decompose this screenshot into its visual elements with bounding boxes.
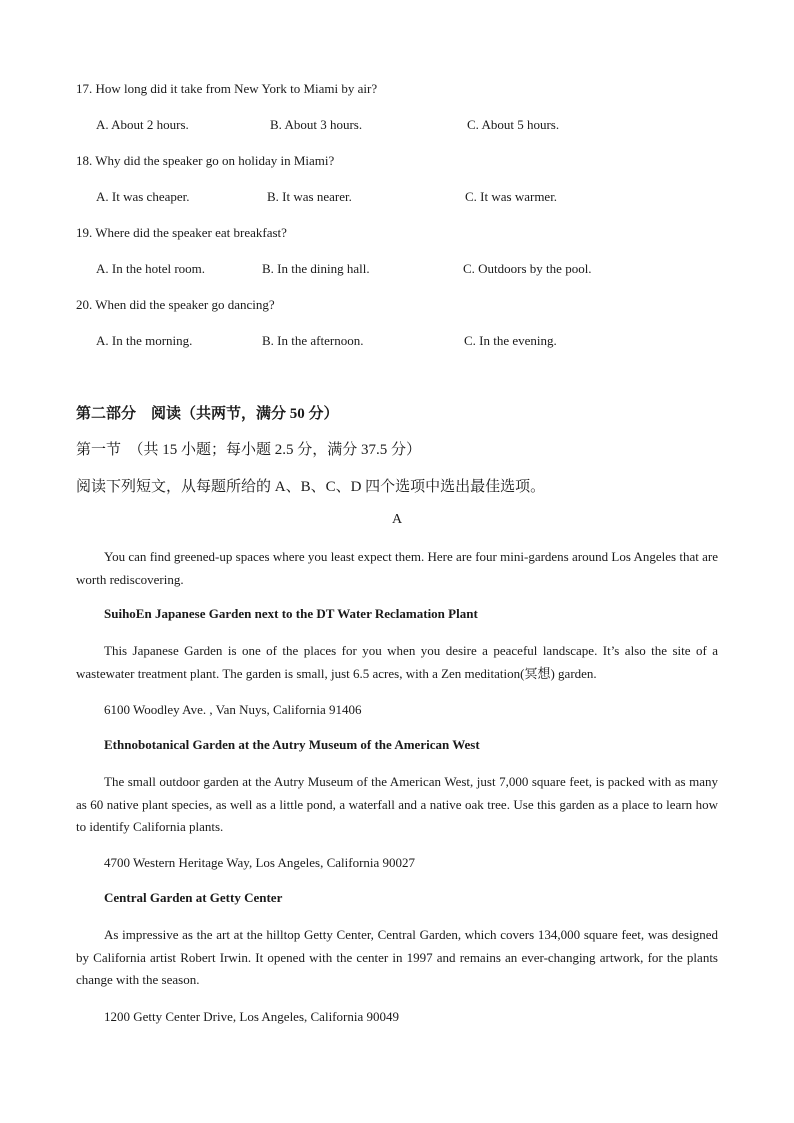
question-20-option-c: C. In the evening.	[464, 333, 557, 348]
passage-label: A	[391, 512, 403, 527]
garden-3-name: Central Garden at Getty Center	[104, 890, 283, 905]
garden-2-address: 4700 Western Heritage Way, Los Angeles, California 90027	[104, 855, 416, 870]
question-19-option-b: B. In the dining hall.	[262, 261, 370, 276]
question-17-stem: 17. How long did it take from New York to Miami by air?	[76, 81, 378, 96]
garden-1-text: This Japanese Garden is one of the places for you when you desire a peaceful landscape. It’s also the site of a wastewater treatment plant. The garden is small, just 6.5 acres, with a Zen meditation(冥想) garden.	[76, 643, 718, 681]
garden-2-text: The small outdoor garden at the Autry Museum of the American West, just 7,000 square feet, is packed with as many as 60 native plant species, as well as a little pond, a waterfall and a native oak tree. Use this garden as a place to learn how to identify California plants.	[76, 774, 718, 834]
garden-1-name: SuihoEn Japanese Garden next to the DT Water Reclamation Plant	[104, 606, 478, 621]
part2-heading: 第二部分 阅读（共两节，满分 50 分）	[76, 406, 339, 422]
garden-3-text: As impressive as the art at the hilltop Getty Center, Central Garden, which covers 134,000 square feet, was designed by California artist Robert Irwin. It opened with the center in 1997 and remains an ever-changing artwork, for the plants change with the season.	[76, 927, 718, 987]
question-20-option-b: B. In the afternoon.	[262, 333, 364, 348]
question-17-option-a: A. About 2 hours.	[96, 117, 189, 132]
garden-1-address: 6100 Woodley Ave. , Van Nuys, California 91406	[104, 702, 362, 717]
question-20-stem: 20. When did the speaker go dancing?	[76, 297, 275, 312]
question-18-option-b: B. It was nearer.	[267, 189, 352, 204]
question-18-option-a: A. It was cheaper.	[96, 189, 190, 204]
section1-heading: 第一节 （共 15 小题；每小题 2.5 分，满分 37.5 分）	[76, 442, 422, 458]
garden-2-name: Ethnobotanical Garden at the Autry Museum of the American West	[104, 737, 480, 752]
passage-intro: You can find greened-up spaces where you least expect them. Here are four mini-gardens around Los Angeles that are worth rediscovering.	[76, 549, 718, 587]
garden-3-address: 1200 Getty Center Drive, Los Angeles, California 90049	[104, 1009, 399, 1024]
question-18-stem: 18. Why did the speaker go on holiday in Miami?	[76, 153, 335, 168]
question-20-option-a: A. In the morning.	[96, 333, 193, 348]
question-19-option-a: A. In the hotel room.	[96, 261, 206, 276]
reading-instruction: 阅读下列短文，从每题所给的 A、B、C、D 四个选项中选出最佳选项。	[76, 479, 546, 495]
question-18-option-c: C. It was warmer.	[465, 189, 558, 204]
question-17-option-c: C. About 5 hours.	[467, 117, 560, 132]
question-19-option-c: C. Outdoors by the pool.	[463, 261, 592, 276]
question-17-option-b: B. About 3 hours.	[270, 117, 363, 132]
question-19-stem: 19. Where did the speaker eat breakfast?	[76, 225, 287, 240]
